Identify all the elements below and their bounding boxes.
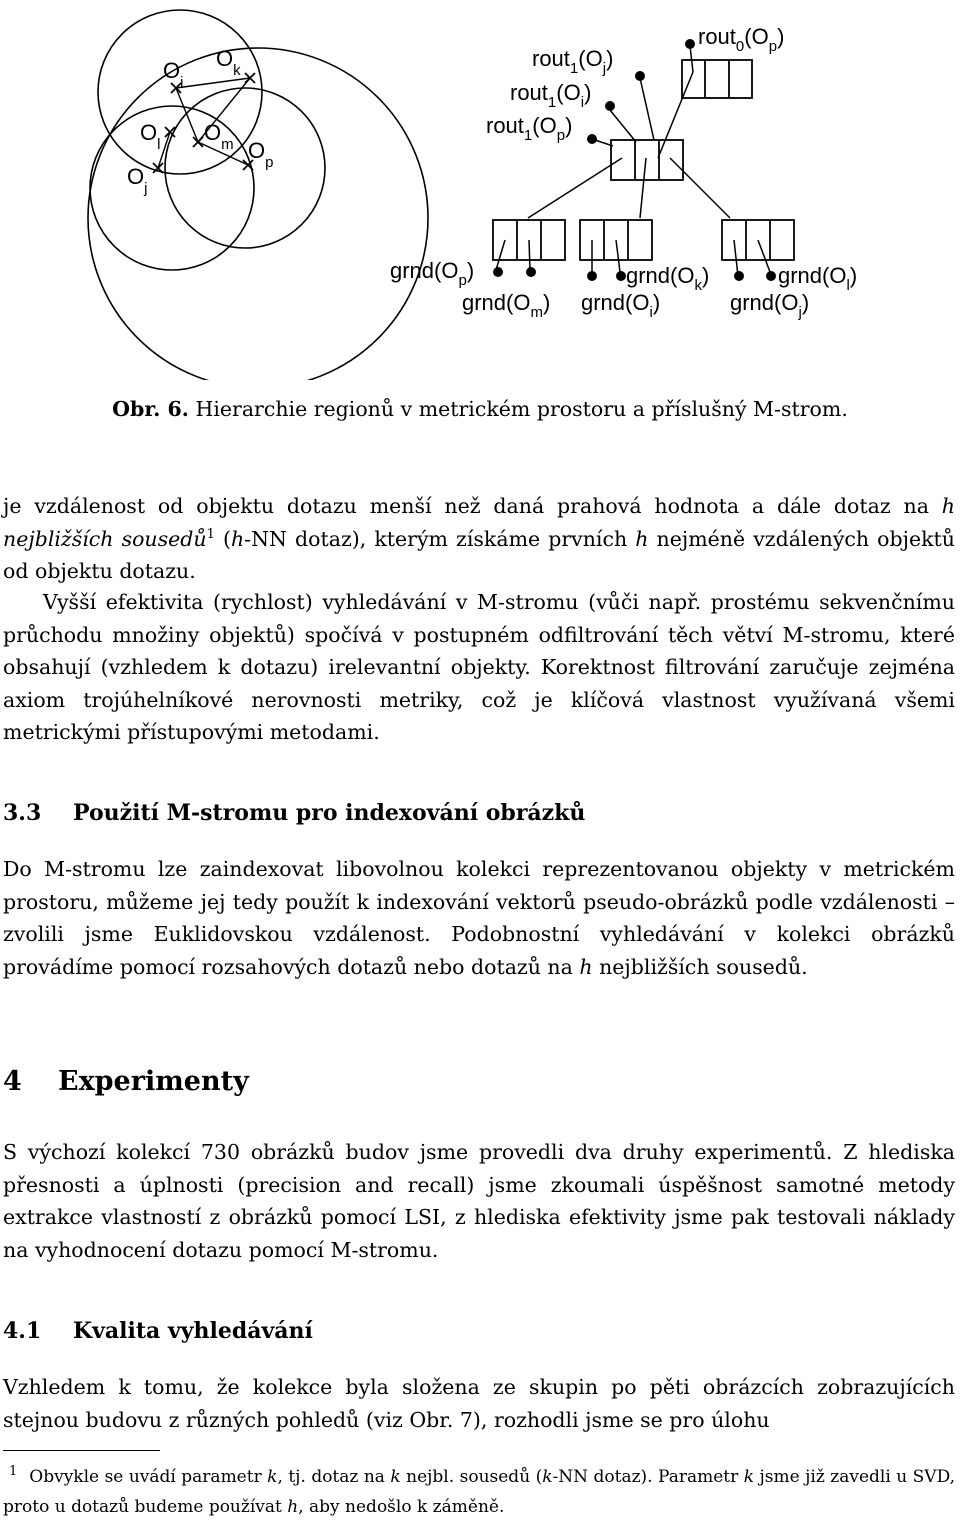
footnote-ref: 1 [206, 526, 215, 542]
figure-caption [0, 394, 960, 424]
edge-internal-leaf3 [670, 158, 730, 218]
label-grnd-om: $grnd(O_m)$ [462, 290, 551, 321]
dot-gj [734, 271, 744, 281]
label-rout1-op: $rout_1(O_p)$ [486, 113, 573, 144]
label-op: $O_p$ [248, 138, 274, 171]
dot-r1j [635, 71, 645, 81]
dot-gi [587, 271, 597, 281]
label-rout0-op: $rout_0(O_p)$ [698, 24, 785, 55]
label-grnd-ol: $grnd(O_l)$ [778, 263, 858, 294]
paragraph-indexing: Do M-stromu lze zaindexovat libovolnou kolekci reprezentovanou objekty v metrickém prostoru, můžeme jej tedy použít k indexování vektorů pseudo-obrázků podle vzdálenosti – zvolili jsme Euklidovskou vzdálenost. Podobnostní vyhledávání v kolekci obrázků provádíme pomocí rozsahových dotazů nebo dotazů na h nejbližších sousedů. [3, 857, 955, 979]
link-oi-ok [176, 78, 250, 88]
label-ok: $O_k$ [216, 46, 241, 79]
pointer-gm [529, 240, 530, 270]
label-oj: $O_j$ [127, 164, 148, 197]
m-tree-figure [0, 0, 960, 380]
dot-gm [526, 267, 536, 277]
pointer-r1j [640, 78, 654, 140]
section-heading-4-1: 4.1 Kvalita vyhledávání [3, 1318, 313, 1344]
paragraph-experiments: S výchozí kolekcí 730 obrázků budov jsme provedli dva druhy experimentů. Z hlediska přesnosti a úplnosti (precision and recall) jsme zkoumali úspěšnost samotné metody extrakce vlastností z obrázků pomocí LSI, z hlediska efektivity jsme pak testovali náklady na vyhodnocení dotazu pomocí M-stromu. [3, 1140, 955, 1262]
pointer-r1i [610, 110, 636, 142]
dot-gl [766, 271, 776, 281]
edge-internal-leaf1 [528, 158, 622, 218]
dot-r1p [587, 134, 597, 144]
label-ol: $O_l$ [140, 120, 161, 153]
paragraph-knn: je vzdálenost od objektu dotazu menší než daná prahová hodnota a dále dotaz na h nejbližších sousedů$^1$ (h-NN dotaz), kterým získáme prvních h nejméně vzdálených objektů od objektu dotazu. [3, 494, 955, 584]
label-grnd-op: $grnd(O_p)$ [390, 258, 475, 289]
caption-label: Obr. 6. [112, 397, 189, 421]
footnote: 1 Obvykle se uvádí parametr k, tj. dotaz na k nejbl. sousedů (k-NN dotaz). Parametr k jsme již zavedli u SVD, proto u dotazů budeme používat h, aby nedošlo k záměně. [3, 1464, 955, 1517]
label-oi: $O_i$ [163, 58, 184, 91]
label-grnd-oj: $grnd(O_j)$ [730, 290, 810, 321]
label-rout1-oj: $rout_1(O_j)$ [532, 46, 614, 77]
paragraph-efficiency: Vyšší efektivita (rychlost) vyhledávání v M-stromu (vůči např. prostému sekvenčnímu průchodu množiny objektů) spočívá v postupném odfiltrování těch větví M-stromu, které obsahují (vzhledem k dotazu) irelevantní objekty. Korektnost filtrování zaručuje zejména axiom trojúhelníkové nerovnosti metriky, což je klíčová vlastnost využívaná všemi metrickými přístupovými metodami. [3, 590, 955, 745]
label-om: $O_m$ [204, 120, 234, 153]
link-oi-om [176, 88, 198, 142]
label-grnd-oi: $grnd(O_i)$ [581, 290, 661, 321]
footnote-rule [3, 1450, 160, 1451]
label-grnd-ok: $grnd(O_k)$ [626, 263, 710, 294]
paragraph-quality: Vzhledem k tomu, že kolekce byla složena ze skupin po pěti obrázcích zobrazujících stejnou budovu z různých pohledů (viz Obr. 7), rozhodli jsme se pro úlohu [3, 1375, 955, 1432]
label-rout1-oi: $rout_1(O_i)$ [510, 80, 592, 111]
section-heading-3-3: 3.3 Použití M-stromu pro indexování obrázků [3, 800, 586, 826]
marker-om [193, 137, 203, 147]
dot-r1i [605, 101, 615, 111]
region-circle-root [88, 48, 428, 380]
dot-gk [616, 271, 626, 281]
dot-gp [493, 267, 503, 277]
section-heading-4: 4 Experimenty [3, 1066, 249, 1097]
caption-text: Hierarchie regionů v metrickém prostoru a příslušný M-strom. [188, 397, 848, 421]
